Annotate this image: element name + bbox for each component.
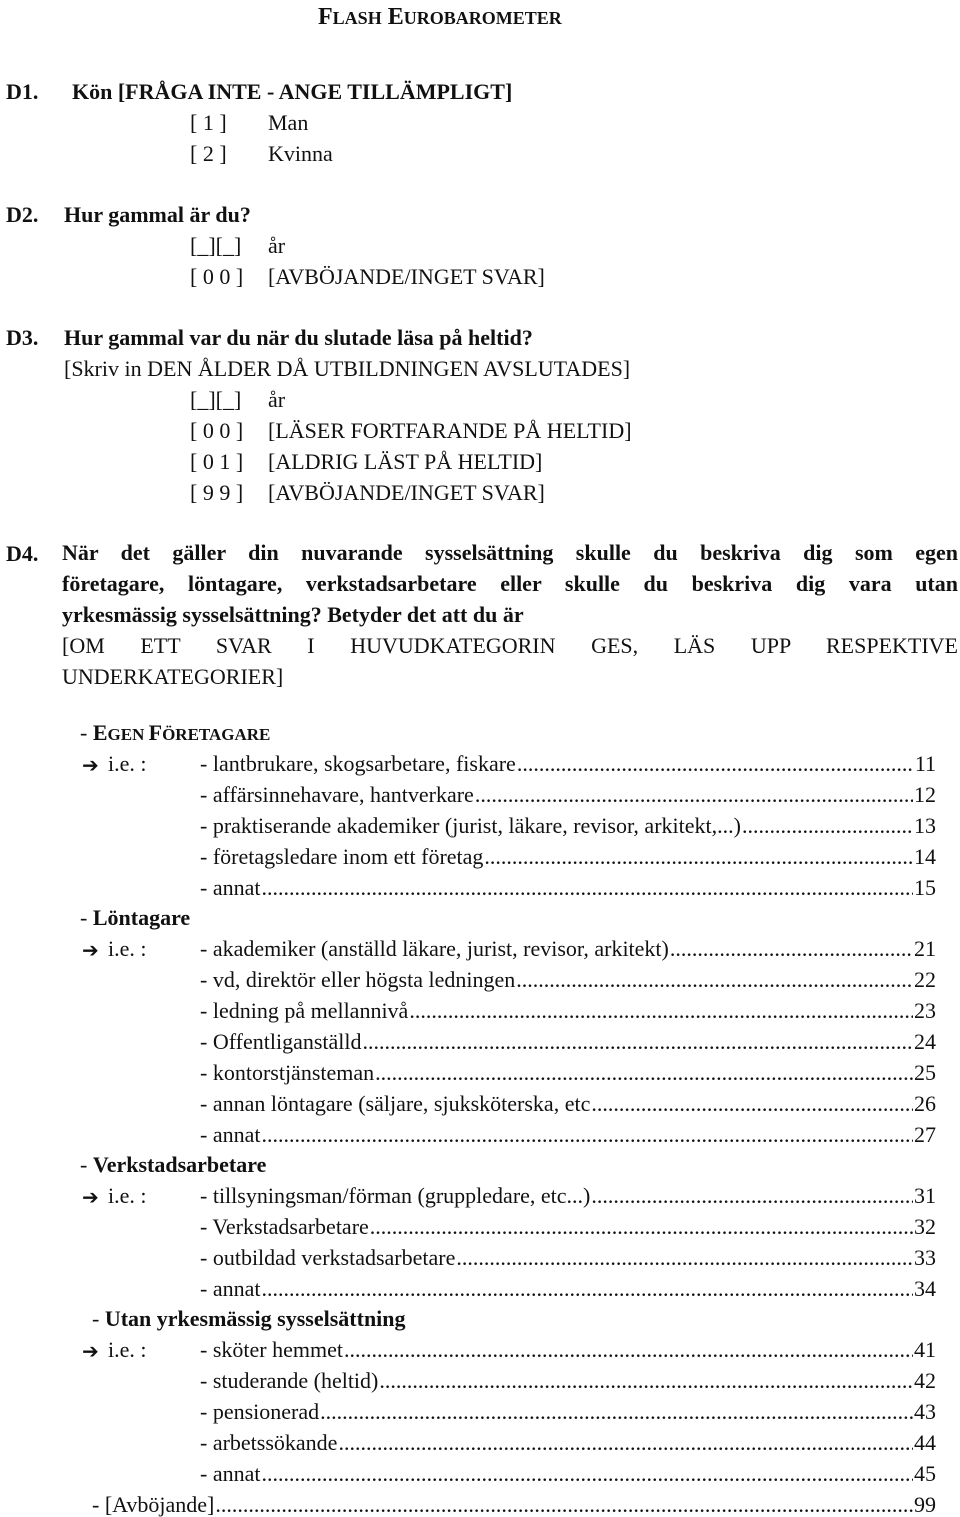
list-item: - Verkstadsarbetare ..... 32 <box>200 1216 936 1238</box>
option-code: [ 0 0 ] <box>190 418 244 443</box>
right-arrow-icon: ➔ <box>82 1185 99 1209</box>
option-label: Man <box>268 110 309 135</box>
list-item: - pensionerad ..... 43 <box>200 1401 936 1423</box>
question-line: företagare, löntagare, verkstadsarbetare eller skulle du beskriva dig vara utan <box>62 571 958 596</box>
right-arrow-icon: ➔ <box>82 753 99 777</box>
page-title: FLASH EUROBAROMETER <box>318 4 562 30</box>
list-item: - tillsyningsman/förman (gruppledare, etc...) ..... 31 <box>200 1185 936 1207</box>
option-label: år <box>268 233 286 258</box>
list-item: - praktiserande akademiker (jurist, läkare, revisor, arkitekt,...) ..... 13 <box>200 815 936 837</box>
question-text-d3: Hur gammal var du när du slutade läsa på heltid? <box>64 325 533 350</box>
list-item: - akademiker (anställd läkare, jurist, revisor, arkitekt) ..... 21 <box>200 938 936 960</box>
list-item: - outbildad verkstadsarbetare ..... 33 <box>200 1247 936 1269</box>
list-item: - affärsinnehavare, hantverkare ..... 12 <box>200 784 936 806</box>
question-instruction: [OM ETT SVAR I HUVUDKATEGORIN GES, LÄS UPP RESPEKTIVE <box>62 633 958 658</box>
list-item: - annat ..... 34 <box>200 1278 936 1300</box>
question-number-d3: D3. <box>6 325 39 350</box>
option-code: [ 0 1 ] <box>190 449 244 474</box>
list-item: - annat ..... 15 <box>200 877 936 899</box>
list-item: - ledning på mellannivå ..... 23 <box>200 1000 936 1022</box>
option-label: år <box>268 387 286 412</box>
list-item: - sköter hemmet ..... 41 <box>200 1339 936 1361</box>
option-label: [LÄSER FORTFARANDE PÅ HELTID] <box>268 418 632 443</box>
option-code: [_][_] <box>190 387 242 412</box>
ie-label: i.e. : <box>108 936 147 961</box>
question-instruction-d3: [Skriv in DEN ÅLDER DÅ UTBILDNINGEN AVSLUTADES] <box>64 356 631 381</box>
option-code: [_][_] <box>190 233 242 258</box>
category-heading-verkstadsarbetare: - Verkstadsarbetare <box>80 1152 267 1177</box>
question-text-d2: Hur gammal är du? <box>64 202 251 227</box>
option-code: [ 0 0 ] <box>190 264 244 289</box>
list-item: - annat ..... 45 <box>200 1463 936 1485</box>
option-label: Kvinna <box>268 141 333 166</box>
list-item: - arbetssökande ..... 44 <box>200 1432 936 1454</box>
list-item: - lantbrukare, skogsarbetare, fiskare ..... 11 <box>200 753 936 775</box>
right-arrow-icon: ➔ <box>82 1339 99 1363</box>
list-item-refusal: - [Avböjande] ..... 99 <box>92 1494 936 1516</box>
ie-label: i.e. : <box>108 1183 147 1208</box>
list-item: - annan löntagare (säljare, sjuksköterska, etc ..... 26 <box>200 1093 936 1115</box>
list-item: - annat ..... 27 <box>200 1124 936 1146</box>
option-code: [ 2 ] <box>190 141 227 166</box>
list-item: - Offentliganställd ..... 24 <box>200 1031 936 1053</box>
question-number-d2: D2. <box>6 202 39 227</box>
option-label: [AVBÖJANDE/INGET SVAR] <box>268 264 545 289</box>
question-text-d4 <box>62 537 958 692</box>
question-text-d1: Kön [FRÅGA INTE - ANGE TILLÄMPLIGT] <box>72 79 513 104</box>
option-code: [ 1 ] <box>190 110 227 135</box>
category-heading-utan-sysselsattning: - Utan yrkesmässig sysselsättning <box>92 1306 406 1331</box>
list-item: - vd, direktör eller högsta ledningen ..... 22 <box>200 969 936 991</box>
category-heading-egen-foretagare: - EGEN FÖRETAGARE <box>80 720 271 745</box>
option-label: [AVBÖJANDE/INGET SVAR] <box>268 480 545 505</box>
question-number-d4: D4. <box>6 541 39 566</box>
question-instruction: UNDERKATEGORIER] <box>62 664 284 689</box>
list-item: - studerande (heltid) ..... 42 <box>200 1370 936 1392</box>
ie-label: i.e. : <box>108 1337 147 1362</box>
right-arrow-icon: ➔ <box>82 938 99 962</box>
list-item: - kontorstjänsteman ..... 25 <box>200 1062 936 1084</box>
option-label: [ALDRIG LÄST PÅ HELTID] <box>268 449 543 474</box>
category-heading-lontagare: - Löntagare <box>80 905 191 930</box>
question-line: När det gäller din nuvarande sysselsättning skulle du beskriva dig som egen <box>62 540 958 565</box>
question-line: yrkesmässig sysselsättning? Betyder det att du är <box>62 602 524 627</box>
list-item: - företagsledare inom ett företag ..... 14 <box>200 846 936 868</box>
question-number-d1: D1. <box>6 79 39 104</box>
ie-label: i.e. : <box>108 751 147 776</box>
option-code: [ 9 9 ] <box>190 480 244 505</box>
